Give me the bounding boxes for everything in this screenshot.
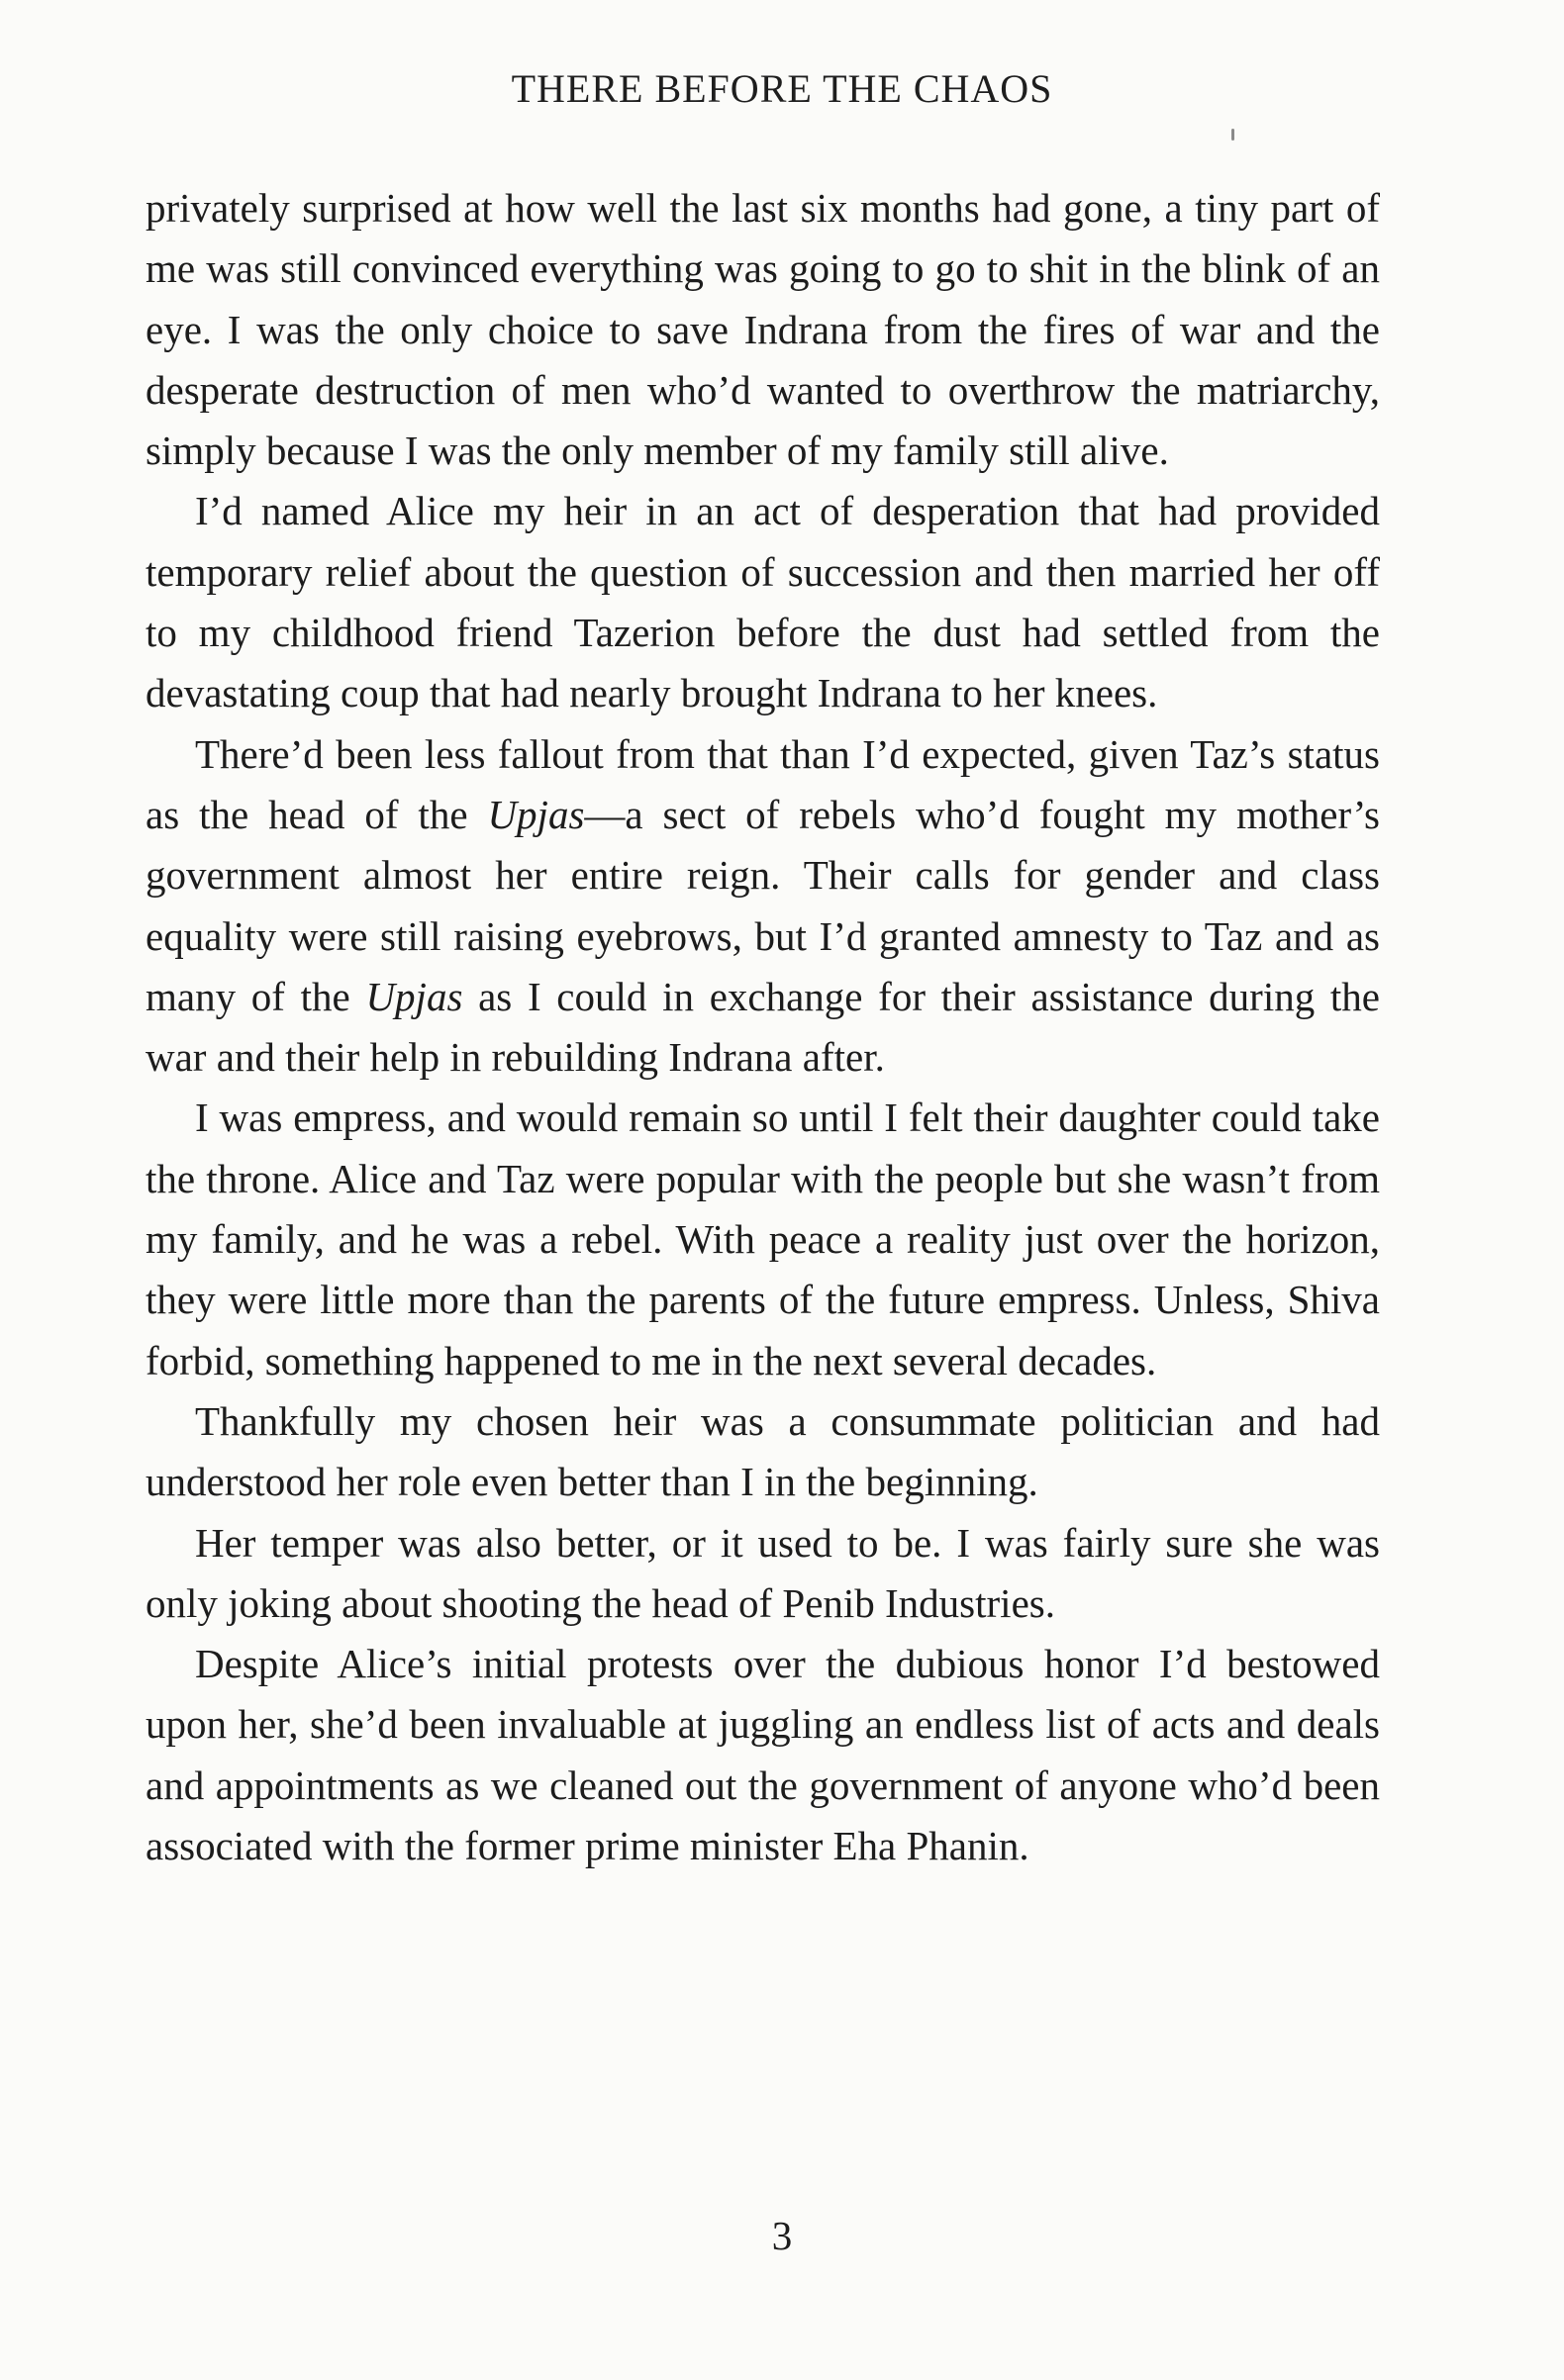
paragraph-3-part-3: as I could in exchange for their assistance during the war and their help in rebuilding Indrana after. <box>146 973 1380 1081</box>
running-head: THERE BEFORE THE CHAOS <box>511 66 1053 111</box>
paragraph-6: Her temper was also better, or it used to be. I was fairly sure she was only joking about shooting the head of Penib Industries. <box>146 1519 1380 1626</box>
print-speck <box>1231 129 1234 141</box>
paragraph-3-part-1: There’d been less fallout from that than I’d expected, given Taz’s status as the head of the <box>146 730 1380 837</box>
paragraph-3-part-2: —a sect of rebels who’d fought my mother’s government almost her entire reign. Their calls for gender and class equality were still raising eyebrows, but I’d granted amnesty to Taz and as many of the <box>146 791 1380 1019</box>
paragraph-5: Thankfully my chosen heir was a consummate politician and had understood her role even better than I in the beginning. <box>146 1397 1380 1505</box>
upjas-italic-1: Upjas <box>487 791 585 837</box>
paragraph-3 <box>146 724 1380 1089</box>
paragraph-1: privately surprised at how well the last six months had gone, a tiny part of me was still convinced everything was going to go to shit in the blink of an eye. I was the only choice to save Indrana from the fires of war and the desperate destruction of men who’d wanted to overthrow the matriarchy, simply because I was the only member of my family still alive. <box>146 185 1380 474</box>
paragraph-2: I’d named Alice my heir in an act of desperation that had provided temporary relief about the question of succession and then married her off to my childhood friend Tazerion before the dust had settled from the devastating coup that had nearly brought Indrana to her knees. <box>146 488 1380 716</box>
page-number: 3 <box>771 2213 793 2258</box>
body-text <box>146 178 1380 1876</box>
paragraph-7: Despite Alice’s initial protests over the dubious honor I’d bestowed upon her, she’d been invaluable at juggling an endless list of acts and deals and appointments as we cleaned out the government of anyone who’d been associated with the former prime minister Eha Phanin. <box>146 1641 1380 1869</box>
paragraph-4: I was empress, and would remain so until I felt their daughter could take the throne. Alice and Taz were popular with the people but she wasn’t from my family, and he was a rebel. With peace a reality just over the horizon, they were little more than the parents of the future empress. Unless, Shiva forbid, something happened to me in the next several decades. <box>146 1095 1380 1383</box>
upjas-italic-2: Upjas <box>365 973 463 1019</box>
